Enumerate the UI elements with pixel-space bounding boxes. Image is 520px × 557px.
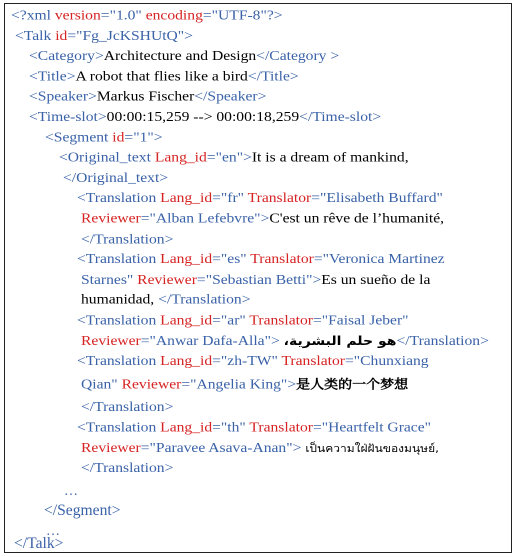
translation-zh-reviewer-value: ="Angelia King" <box>181 376 288 392</box>
translation-fr-translator-value: ="Elisabeth Buffard" <box>311 190 443 206</box>
title-close-tag: </Title> <box>247 68 299 84</box>
translation-es-translator-value-1: ="Veronica Martinez <box>313 251 445 267</box>
talk-open-close: > <box>184 27 193 44</box>
translation-es-lang-attr: Lang_id <box>160 251 213 267</box>
translation-ar-translator-attr: Translator <box>249 312 313 328</box>
talk-open-tag: <Talk <box>15 27 56 44</box>
translation-ar-lang-value: ="ar" <box>212 312 250 328</box>
translation-zh-reviewer-attr: Reviewer <box>121 376 182 392</box>
time-slot-line <box>29 108 381 128</box>
translation-es-line-1 <box>77 250 445 270</box>
segment-open-tag: <Segment <box>45 129 113 145</box>
translation-zh-text: 是人类的一个梦想 <box>296 377 409 392</box>
xml-decl-version-value: ="1.0" <box>100 7 146 23</box>
category-text: Architecture and Design <box>103 48 257 64</box>
original-lang-attr: Lang_id <box>154 149 207 166</box>
xml-decl-close: ?> <box>266 7 283 23</box>
talk-open-line <box>15 26 193 46</box>
translation-th-lang-attr: Lang_id <box>160 419 213 436</box>
translation-th-line-2 <box>81 438 439 458</box>
translation-es-gt: > <box>312 272 322 288</box>
translation-fr-gt: > <box>260 211 270 227</box>
segment-open-close: > <box>153 129 163 145</box>
time-slot-open-tag: <Time-slot> <box>29 109 107 125</box>
translation-th-line-1 <box>77 418 431 438</box>
original-close-line <box>63 169 168 189</box>
translation-th-text: เป็นความใฝ่ฝันของมนุษย์, <box>305 441 439 455</box>
translation-fr-reviewer-value: ="Alban Lefebvre" <box>140 211 261 227</box>
title-text: A robot that flies like a bird <box>75 68 248 84</box>
category-open-tag: <Category> <box>29 48 104 64</box>
speaker-text: Markus Fischer <box>96 88 195 105</box>
original-lang-value: ="en" <box>206 149 244 166</box>
xml-decl-encoding-attr: encoding <box>145 7 203 23</box>
translation-ar-lang-attr: Lang_id <box>160 312 213 328</box>
translation-ar-text: هو حلم البشرية، <box>283 333 397 349</box>
translation-es-line-3 <box>81 291 250 311</box>
translation-ar-open-tag: <Translation <box>77 312 161 328</box>
translation-th-lang-value: ="th" <box>212 419 250 436</box>
translation-ar-translator-value: ="Faisal Jeber" <box>312 312 409 328</box>
translation-zh-line-3 <box>81 398 173 418</box>
segment-id-value: ="1" <box>124 129 154 145</box>
translation-th-gt: > <box>292 440 306 456</box>
translation-fr-line-3 <box>81 230 173 250</box>
original-gt: > <box>243 149 252 166</box>
title-line <box>29 67 299 87</box>
translation-es-lang-value: ="es" <box>212 251 251 267</box>
translation-es-translator-value-2: Starnes" <box>81 272 138 288</box>
original-text: It is a dream of mankind, <box>251 149 409 166</box>
original-close-tag: </Original_text> <box>63 170 169 186</box>
translation-th-translator-value: ="Heartfelt Grace" <box>312 419 432 436</box>
category-close-tag: </Category > <box>256 48 340 64</box>
translation-zh-line-1 <box>77 352 429 372</box>
time-slot-text: 00:00:15,259 --> 00:00:18,259 <box>106 109 300 125</box>
title-open-tag: <Title> <box>29 68 76 84</box>
translation-fr-line-2 <box>81 209 444 229</box>
translation-zh-open-tag: <Translation <box>77 353 161 369</box>
segment-close-tag: </Segment> <box>44 502 121 519</box>
speaker-line <box>29 87 266 107</box>
translation-ar-line-1 <box>77 311 409 331</box>
original-open-tag: <Original_text <box>59 149 155 166</box>
xml-code-frame <box>4 3 512 553</box>
translation-fr-lang-value: ="fr" <box>212 190 248 206</box>
translation-fr-reviewer-attr: Reviewer <box>81 211 141 227</box>
translation-zh-translator-value-1: ="Chunxiang <box>344 353 429 369</box>
translation-ar-reviewer-attr: Reviewer <box>81 333 141 349</box>
translation-th-reviewer-attr: Reviewer <box>81 440 141 456</box>
ellipsis-2: … <box>46 524 60 539</box>
talk-close-tag: </Talk> <box>14 535 64 552</box>
translation-th-close-tag: </Translation> <box>81 460 174 476</box>
translation-zh-lang-value: ="zh-TW" <box>212 353 282 369</box>
translation-fr-text: C'est un rêve de l’humanité, <box>269 211 445 227</box>
translation-ar-gt: > <box>270 333 284 349</box>
translation-zh-translator-attr: Translator <box>281 353 345 369</box>
talk-id-attr: id <box>55 27 68 44</box>
translation-ar-close-tag: </Translation> <box>396 333 489 349</box>
xml-decl-version-attr: version <box>54 7 101 23</box>
translation-fr-open-tag: <Translation <box>77 190 161 206</box>
translation-zh-close-tag: </Translation> <box>81 399 174 415</box>
speaker-open-tag: <Speaker> <box>29 88 97 105</box>
translation-es-text-1: Es un sueño de la <box>321 272 431 288</box>
translation-fr-lang-attr: Lang_id <box>160 190 213 206</box>
translation-zh-line-2 <box>81 375 408 395</box>
translation-es-reviewer-attr: Reviewer <box>137 272 197 288</box>
time-slot-close-tag: </Time-slot> <box>299 109 382 125</box>
translation-th-open-tag: <Translation <box>77 419 161 436</box>
translation-th-translator-attr: Translator <box>249 419 313 436</box>
speaker-close-tag: </Speaker> <box>194 88 267 105</box>
translation-ar-reviewer-value: ="Anwar Dafa-Alla" <box>140 333 271 349</box>
original-text-line <box>59 148 409 168</box>
translation-th-reviewer-value: ="Paravee Asava-Anan" <box>140 440 293 456</box>
ellipsis-1: … <box>64 484 78 499</box>
talk-id-value: ="Fg_JcKSHUtQ" <box>67 27 185 44</box>
translation-es-line-2 <box>81 270 430 290</box>
translation-es-close-tag: </Translation> <box>158 292 251 308</box>
segment-id-attr: id <box>112 129 125 145</box>
translation-es-reviewer-value: ="Sebastian Betti" <box>196 272 313 288</box>
translation-ar-line-2 <box>81 331 489 351</box>
translation-zh-translator-value-2: Qian" <box>81 376 122 392</box>
translation-th-line-3 <box>81 459 173 479</box>
xml-declaration-line <box>11 6 283 26</box>
xml-decl-open: <?xml <box>11 7 55 23</box>
translation-fr-line-1 <box>77 189 443 209</box>
translation-es-text-2: humanidad, <box>81 292 159 308</box>
translation-zh-lang-attr: Lang_id <box>160 353 213 369</box>
segment-open-line <box>45 128 163 148</box>
translation-fr-close-tag: </Translation> <box>81 231 174 247</box>
translation-zh-gt: > <box>287 376 297 392</box>
translation-fr-translator-attr: Translator <box>247 190 312 206</box>
category-line <box>29 46 339 66</box>
xml-decl-encoding-value: ="UTF-8" <box>202 7 267 23</box>
translation-es-open-tag: <Translation <box>77 251 161 267</box>
translation-es-translator-attr: Translator <box>250 251 314 267</box>
